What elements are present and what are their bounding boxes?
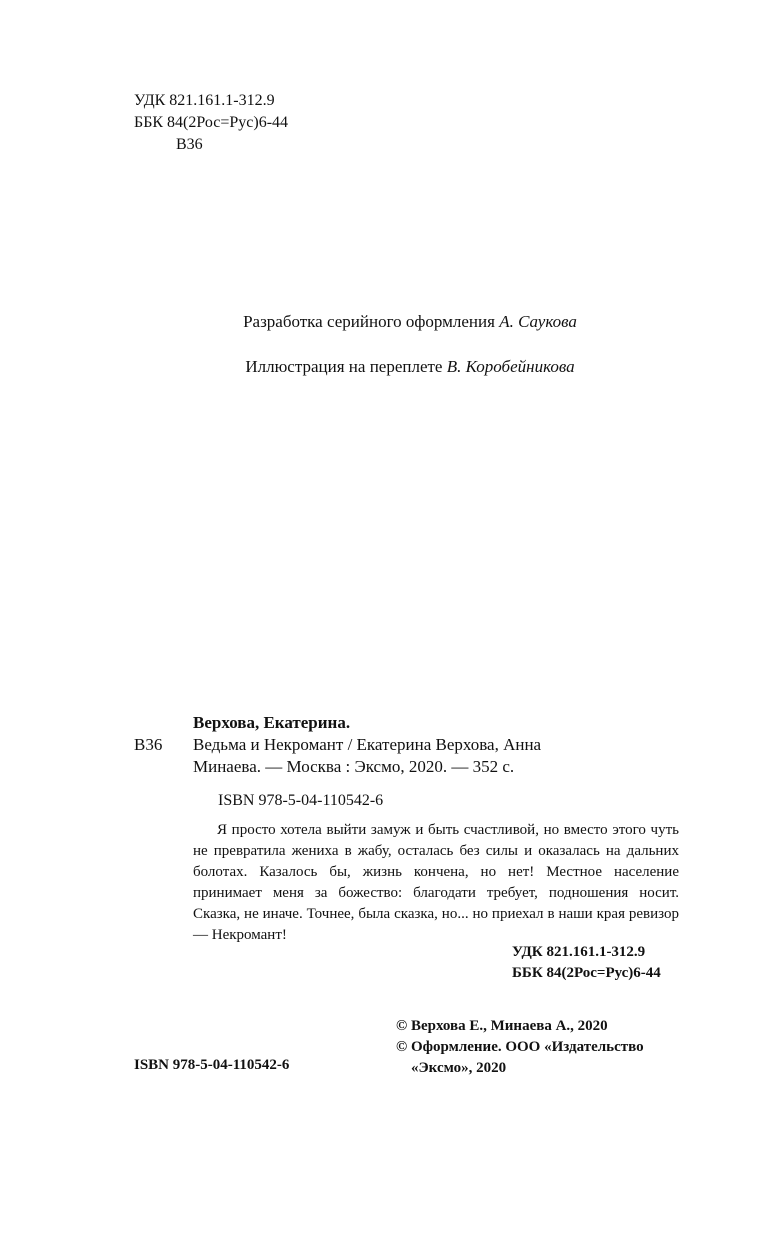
bbk-code: ББК 84(2Рос=Рус)6-44 [134, 114, 289, 131]
copyright-block [396, 1016, 644, 1079]
copyright-line-2: © Оформление. ООО «Издательство [396, 1039, 644, 1055]
udk-code: УДК 821.161.1-312.9 [134, 92, 275, 109]
isbn-bottom: ISBN 978-5-04-110542-6 [134, 1057, 290, 1073]
entry-author-mark: В36 [134, 735, 163, 754]
bbk-code-repeat: ББК 84(2Рос=Рус)6-44 [512, 965, 661, 981]
series-design-prefix: Разработка серийного оформления [243, 312, 495, 331]
series-design-name: А. Саукова [499, 312, 577, 331]
series-design-credit [0, 311, 768, 333]
catalog-entry [134, 712, 682, 811]
title-line-1-row [134, 734, 682, 756]
illustration-name: В. Коробейникова [446, 357, 575, 376]
udk-code-repeat: УДК 821.161.1-312.9 [512, 944, 646, 960]
illustration-prefix: Иллюстрация на переплете [245, 357, 443, 376]
annotation-text: Я просто хотела выйти замуж и быть счастливой, но вместо этого чуть не превратила жениха в жабу, осталась без силы и оказалась на дальних болотах. Казалось бы, жизнь кончена, но нет! Местное население принимает меня за божество: благодати требует, подношения носит. Сказка, не иначе. Точнее, была сказка, но... но приехал в наши края ревизор — Некромант! [193, 822, 679, 943]
title-line-2: Минаева. — Москва : Эксмо, 2020. — 352 с. [193, 757, 515, 776]
classification-codes [134, 90, 288, 156]
illustration-credit [0, 356, 768, 378]
annotation [193, 820, 679, 946]
copyright-line-3: «Эксмо», 2020 [411, 1060, 507, 1076]
classification-codes-repeat [512, 942, 661, 984]
title-line-1: Ведьма и Некромант / Екатерина Верхова, Анна [193, 735, 542, 754]
author-heading: Верхова, Екатерина. [193, 713, 351, 732]
entry-isbn: ISBN 978-5-04-110542-6 [218, 792, 384, 809]
author-mark: В36 [176, 136, 203, 153]
copyright-line-1: © Верхова Е., Минаева А., 2020 [396, 1018, 608, 1034]
